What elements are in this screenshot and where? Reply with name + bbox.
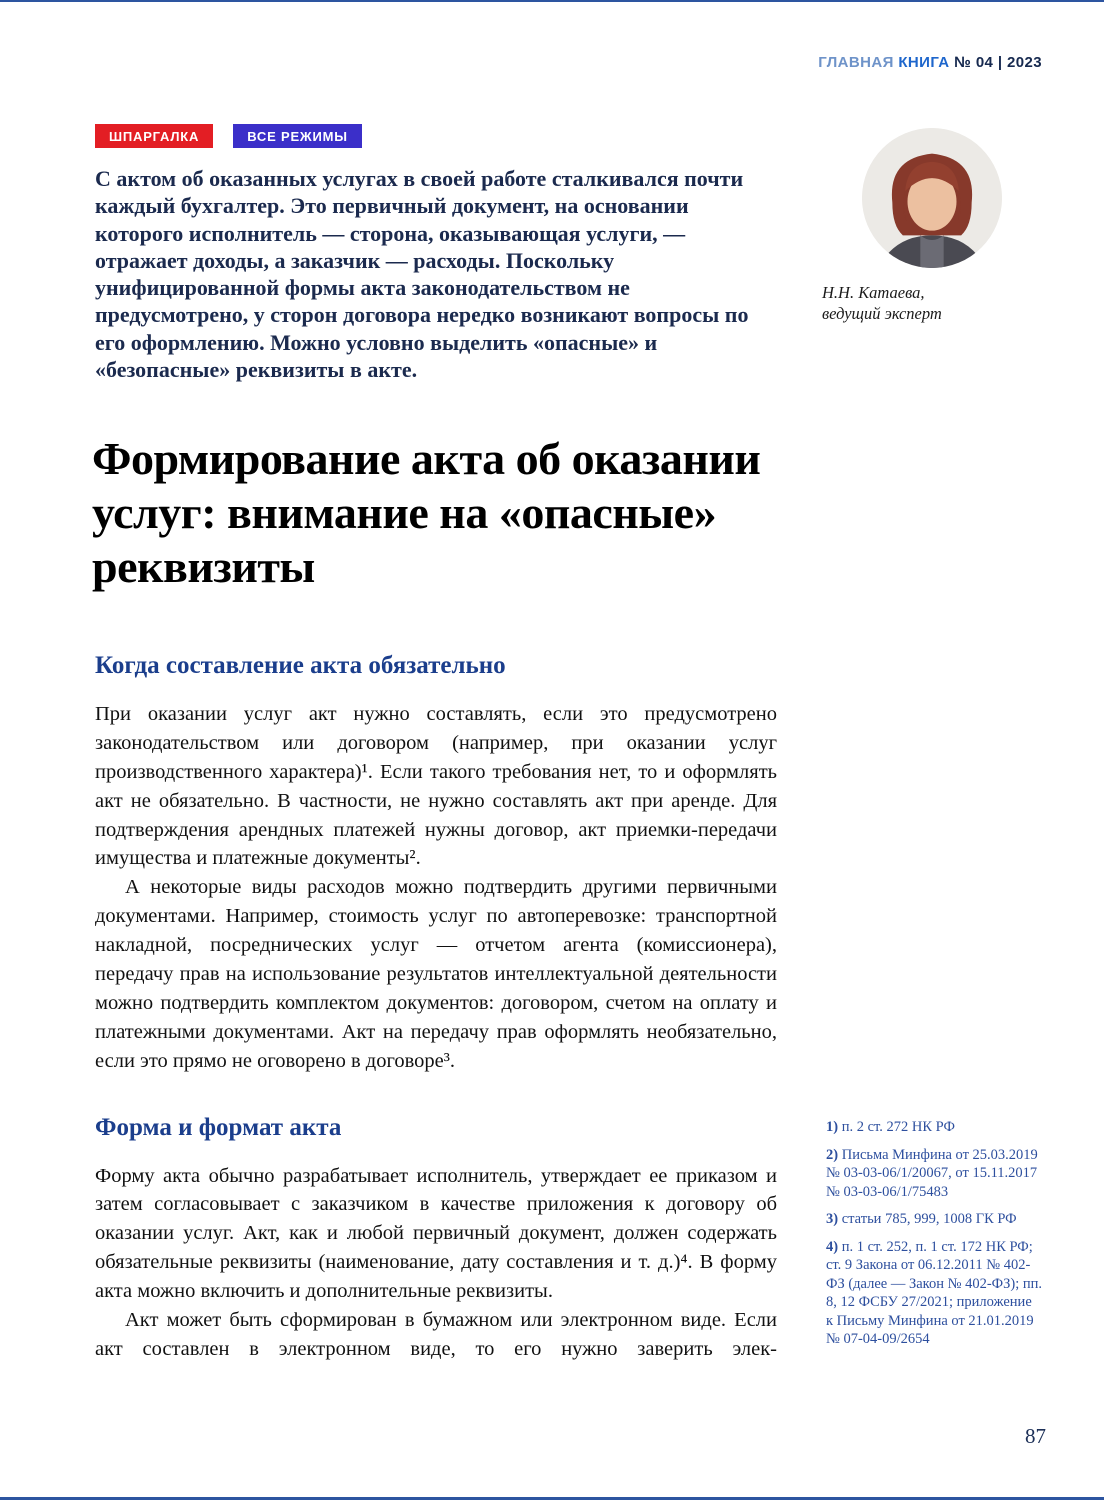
footnote-3 [826,1210,1042,1229]
footnote-1 [826,1118,1042,1137]
page-header [818,54,1042,71]
footnote-2 [826,1146,1042,1202]
author-name: Н.Н. Катаева, [822,283,925,302]
title-line-2: услуг: внимание на «опасные» [92,486,717,538]
paragraph: При оказании услуг акт нужно составлять, если это предусмотрено законодательством или договором (например, при оказании услуг производственного характера)¹. Если такого требования нет, то и оформлять акт не обязательно. В частности, не нужно составлять акт при аренде. Для подтверждения арендных платежей нужны договор, акт приемки-передачи имущества и платежные документы². [95,703,777,870]
article-body [95,652,777,1364]
title-line-3: реквизиты [92,540,315,592]
footnotes-sidebar [826,1118,1042,1358]
tag-badges [95,124,362,148]
footnote-4 [826,1238,1042,1349]
footnote-text: Письма Минфина от 25.03.2019 № 03-03-06/1/20067, от 15.11.2017 № 03-03-06/1/75483 [826,1146,1038,1200]
author-block [822,128,1042,325]
footnote-number: 2) [826,1146,839,1163]
section-heading-1: Когда составление акта обязательно [95,652,506,679]
title-line-1: Формирование акта об оказании [92,433,761,484]
footnote-number: 3) [826,1211,839,1228]
paragraph: Форму акта обычно разрабатывает исполнитель, утверждает ее приказом и затем согласовывает с заказчиком в качестве приложения к договору об оказании услуг. Акт, как и любой первичный документ, должен содержать обязательные реквизиты (наименование, дату составления и т. д.)⁴. В форму акта можно включить и дополнительные реквизиты. [95,1164,777,1303]
section-heading-2: Форма и формат акта [95,1113,342,1141]
badge-shpargalka: ШПАРГАЛКА [95,124,213,148]
article-lead: С актом об оказанных услугах в своей работе сталкивался почти каждый бухгалтер. Это первичный документ, на основании которого исполнитель — сторона, оказывающая услуги, — отражает доходы, а заказчик — расходы. Поскольку унифицированной формы акта законодательством не предусмотрено, у сторон договора нередко возникают вопросы по его оформлению. Можно условно выделить «опасные» и «безопасные» реквизиты в акте. [95,166,749,382]
top-rule [0,0,1104,2]
brand-name-light: ГЛАВНАЯ [818,54,894,71]
article-title [92,432,1032,593]
footnote-text: п. 1 ст. 252, п. 1 ст. 172 НК РФ; ст. 9 Закона от 06.12.2011 № 402-ФЗ (далее — Закон № 402-ФЗ); пп. 8, 12 ФСБУ 27/2021; приложение к Письму Минфина от 21.01.2019 № 07-04-09/2654 [826,1238,1042,1348]
footnote-number: 4) [826,1238,839,1255]
footnote-text: п. 2 ст. 272 НК РФ [841,1119,955,1135]
footnote-number: 1) [826,1119,839,1135]
author-portrait-illustration [862,128,1002,268]
issue-number: № 04 | 2023 [954,54,1042,71]
paragraph: Акт может быть сформирован в бумажном или электронном виде. Если акт составлен в электронном виде, то его нужно заверить элек- [95,1309,777,1360]
page-number: 87 [1025,1424,1046,1448]
paragraph: А некоторые виды расходов можно подтвердить другими первичными документами. Например, стоимость услуг по автоперевозке: транспортной накладной, посреднических услуг — отчетом агента (комиссионера), передачу прав на использование результатов интеллектуальной деятельности можно подтвердить комплектом документов: договором, счетом на оплату и платежными документами. Акт на передачу прав оформлять необязательно, если это прямо не оговорено в договоре³. [95,876,777,1072]
footnote-text: статьи 785, 999, 1008 ГК РФ [841,1211,1017,1228]
author-caption [822,282,1042,325]
author-photo [862,128,1002,268]
badge-vse-rezhimy: ВСЕ РЕЖИМЫ [233,124,362,148]
author-role: ведущий эксперт [822,304,942,324]
brand-name-bold: КНИГА [898,54,950,71]
